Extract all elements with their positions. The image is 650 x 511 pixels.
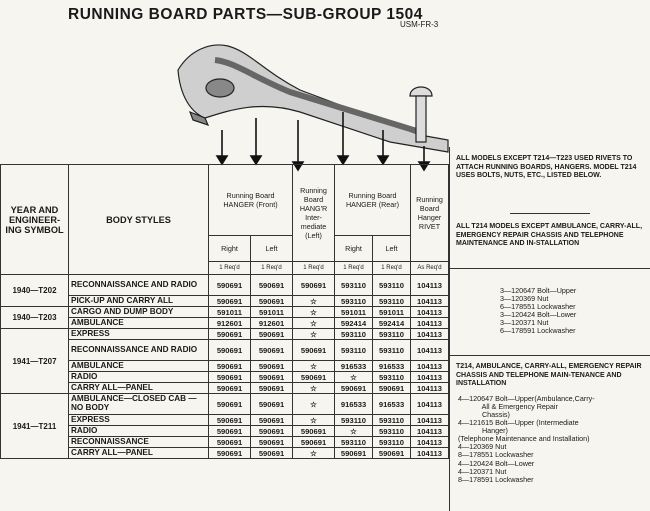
rear-left: 590691 (373, 448, 411, 459)
notes-separator (450, 355, 650, 356)
page-title: RUNNING BOARD PARTS—SUB-GROUP 1504 (68, 6, 423, 23)
table-row (1, 275, 449, 296)
rear-right: 593110 (335, 296, 373, 307)
rivet: 104113 (411, 296, 449, 307)
rear-right: 593110 (335, 437, 373, 448)
rivet: 104113 (411, 318, 449, 329)
rivet: 104113 (411, 275, 449, 296)
note-divider (510, 213, 590, 214)
front-left: 590691 (251, 383, 293, 394)
front-right: 590691 (209, 329, 251, 340)
body-style: CARRY ALL—PANEL (69, 383, 209, 394)
rivet: 104113 (411, 437, 449, 448)
parts-table-wrapper (0, 164, 448, 459)
front-left: 590691 (251, 426, 293, 437)
rear-right: 916533 (335, 394, 373, 415)
body-style: EXPRESS (69, 415, 209, 426)
intermediate: ☆ (293, 448, 335, 459)
front-right: 590691 (209, 340, 251, 361)
rivet: 104113 (411, 361, 449, 372)
rear-right: 593110 (335, 275, 373, 296)
hanger-drawing (178, 45, 448, 152)
body-style: RECONNAISSANCE (69, 437, 209, 448)
document-code: USM-FR-3 (400, 20, 439, 29)
rear-right: ☆ (335, 372, 373, 383)
intermediate: 590691 (293, 372, 335, 383)
table-row (1, 415, 449, 426)
body-style: RADIO (69, 426, 209, 437)
intermediate: 590691 (293, 437, 335, 448)
rear-left: 916533 (373, 394, 411, 415)
rear-right: 591011 (335, 307, 373, 318)
header-rivet: Running Board Hanger RIVET (411, 165, 449, 262)
header-hanger-front: Running Board HANGER (Front) (209, 165, 293, 236)
note-rivets: ALL MODELS EXCEPT T214—T223 USED RIVETS TO ATTACH RUNNING BOARDS, HANGERS. MODEL T214 USES BOLTS, NUTS, ETC., LISTED BELOW. (456, 155, 637, 180)
front-right: 590691 (209, 372, 251, 383)
rear-right: 916533 (335, 361, 373, 372)
notes-panel (449, 147, 650, 511)
rivet: 104113 (411, 448, 449, 459)
body-style: RECONNAISSANCE AND RADIO (69, 275, 209, 296)
body-style: AMBULANCE (69, 361, 209, 372)
front-right: 912601 (209, 318, 251, 329)
rear-left: 593110 (373, 415, 411, 426)
intermediate: ☆ (293, 394, 335, 415)
rear-left: 593110 (373, 437, 411, 448)
table-row (1, 426, 449, 437)
front-left: 590691 (251, 415, 293, 426)
rivet: 104113 (411, 340, 449, 361)
header-hanger-rear: Running Board HANGER (Rear) (335, 165, 411, 236)
rear-left: 593110 (373, 296, 411, 307)
req-rear-left: 1 Req'd (373, 262, 411, 275)
year-cell: 1940—T203 (1, 307, 69, 329)
rear-left: 592414 (373, 318, 411, 329)
front-left: 590691 (251, 372, 293, 383)
rear-right: 590691 (335, 448, 373, 459)
intermediate: 590691 (293, 426, 335, 437)
front-left: 590691 (251, 437, 293, 448)
req-rear-right: 1 Req'd (335, 262, 373, 275)
front-right: 590691 (209, 448, 251, 459)
table-row (1, 372, 449, 383)
parts-list-1: 3—120647 Bolt—Upper 3—120369 Nut 6—178551 Lockwasher 3—120424 Bolt—Lower 3—120371 Nut 6—178591 Lockwasher (500, 286, 577, 336)
req-front-left: 1 Req'd (251, 262, 293, 275)
intermediate: ☆ (293, 329, 335, 340)
intermediate: ☆ (293, 415, 335, 426)
body-style: EXPRESS (69, 329, 209, 340)
header-front-right: Right (209, 236, 251, 262)
rivet: 104113 (411, 307, 449, 318)
header-front-left: Left (251, 236, 293, 262)
year-cell: 1941—T211 (1, 394, 69, 459)
year-cell: 1941—T207 (1, 329, 69, 394)
year-cell: 1940—T202 (1, 275, 69, 307)
rear-left: 591011 (373, 307, 411, 318)
rear-left: 590691 (373, 383, 411, 394)
front-left: 912601 (251, 318, 293, 329)
table-row (1, 329, 449, 340)
body-style: AMBULANCE (69, 318, 209, 329)
table-row (1, 383, 449, 394)
front-left: 590691 (251, 296, 293, 307)
header-rear-left: Left (373, 236, 411, 262)
body-style: PICK-UP AND CARRY ALL (69, 296, 209, 307)
rivet: 104113 (411, 372, 449, 383)
body-style: CARGO AND DUMP BODY (69, 307, 209, 318)
intermediate: ☆ (293, 296, 335, 307)
header-body-styles: BODY STYLES (69, 165, 209, 275)
table-row (1, 448, 449, 459)
front-right: 590691 (209, 394, 251, 415)
parts-list-2: 4—120647 Bolt—Upper(Ambulance,Carry- All & Emergency Repair Chassis) 4—121615 Bolt—Upper (Intermediate Hanger) (Telephone Maintenance and Installation) 4—120369 Nut 8—178551 Lockwasher 4—120424 Bolt—Lower 4—120371 Nut 8—178591 Lockwasher (458, 394, 595, 484)
rear-left: 593110 (373, 329, 411, 340)
body-style: AMBULANCE—CLOSED CAB —NO BODY (69, 394, 209, 415)
table-row (1, 437, 449, 448)
table-row (1, 296, 449, 307)
parts-table (0, 164, 449, 459)
rear-left: 593110 (373, 372, 411, 383)
rear-left: 916533 (373, 361, 411, 372)
intermediate: ☆ (293, 383, 335, 394)
header-rear-right: Right (335, 236, 373, 262)
rear-right: 593110 (335, 329, 373, 340)
rear-right: 593110 (335, 340, 373, 361)
note-t214-models: ALL T214 MODELS EXCEPT AMBULANCE, CARRY-ALL, EMERGENCY REPAIR CHASSIS AND TELEPHONE MAINTENANCE AND IN-STALLATION (456, 223, 643, 248)
front-right: 590691 (209, 437, 251, 448)
rear-left: 593110 (373, 426, 411, 437)
front-right: 590691 (209, 383, 251, 394)
req-intermediate: 1 Req'd (293, 262, 335, 275)
front-right: 590691 (209, 296, 251, 307)
intermediate: 590691 (293, 340, 335, 361)
front-right: 590691 (209, 275, 251, 296)
req-rivet: As Req'd (411, 262, 449, 275)
rivet: 104113 (411, 426, 449, 437)
rear-right: 592414 (335, 318, 373, 329)
rivet: 104113 (411, 394, 449, 415)
body-style: RADIO (69, 372, 209, 383)
table-row (1, 340, 449, 361)
body-style: RECONNAISSANCE AND RADIO (69, 340, 209, 361)
front-right: 590691 (209, 361, 251, 372)
rivet: 104113 (411, 329, 449, 340)
rear-right: 593110 (335, 415, 373, 426)
table-row (1, 361, 449, 372)
header-year: YEAR AND ENGINEER-ING SYMBOL (1, 165, 69, 275)
intermediate: ☆ (293, 361, 335, 372)
front-left: 590691 (251, 340, 293, 361)
body-style: CARRY ALL—PANEL (69, 448, 209, 459)
table-row (1, 307, 449, 318)
rivet: 104113 (411, 415, 449, 426)
rear-right: ☆ (335, 426, 373, 437)
rear-right: 590691 (335, 383, 373, 394)
table-row (1, 394, 449, 415)
front-right: 590691 (209, 426, 251, 437)
front-left: 590691 (251, 394, 293, 415)
rear-left: 593110 (373, 275, 411, 296)
header-hanger-intermediate: Running Board HANG'R Inter-mediate (Left) (293, 165, 335, 262)
front-left: 590691 (251, 448, 293, 459)
front-right: 591011 (209, 307, 251, 318)
rear-left: 593110 (373, 340, 411, 361)
rivet: 104113 (411, 383, 449, 394)
front-left: 591011 (251, 307, 293, 318)
intermediate: 590691 (293, 275, 335, 296)
req-front-right: 1 Req'd (209, 262, 251, 275)
notes-separator (450, 268, 650, 269)
intermediate: ☆ (293, 307, 335, 318)
front-left: 590691 (251, 275, 293, 296)
front-left: 590691 (251, 329, 293, 340)
note-t214-ambulance: T214, AMBULANCE, CARRY-ALL, EMERGENCY REPAIR CHASSIS AND TELEPHONE MAIN-TENANCE AND INSTALLATION (456, 363, 642, 388)
front-right: 590691 (209, 415, 251, 426)
front-left: 590691 (251, 361, 293, 372)
intermediate: ☆ (293, 318, 335, 329)
table-row (1, 318, 449, 329)
